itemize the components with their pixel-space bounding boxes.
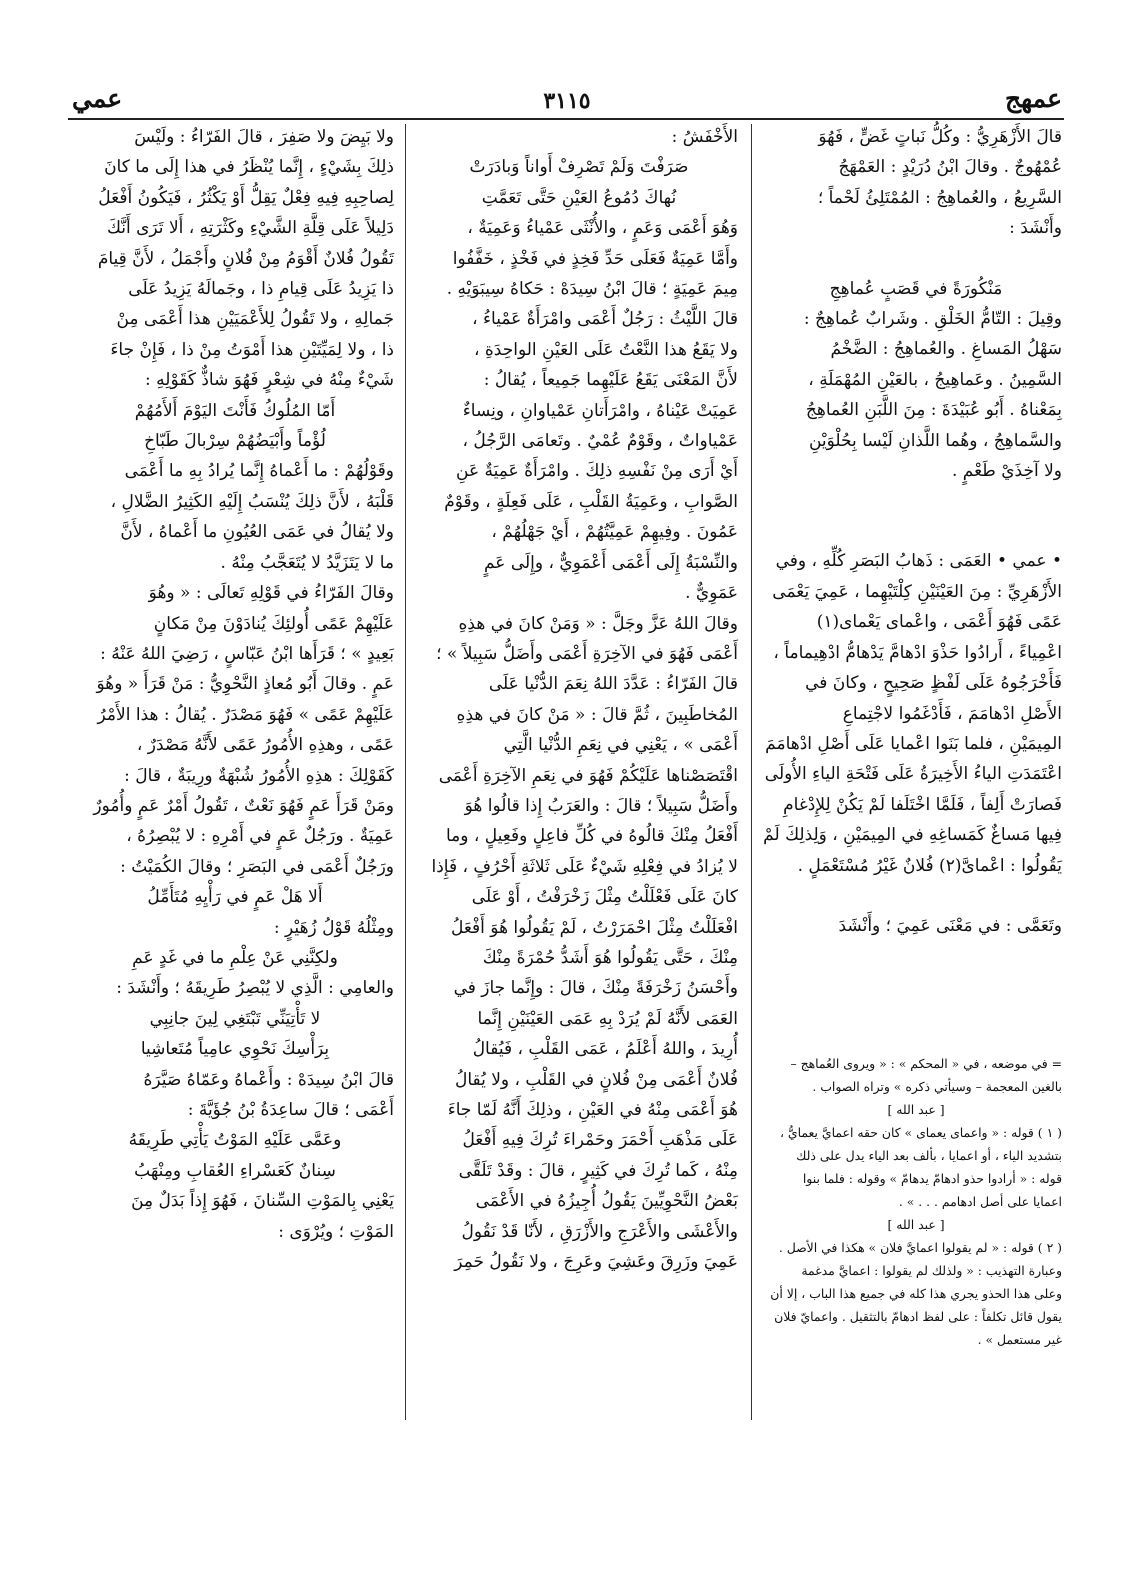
text-line: • عمي • العَمَى : ذَهابُ البَصَرِ كُلِّهِ ، وفي xyxy=(775,551,1062,572)
text-line: تَقُولُ فُلانٌ أَقْوَمُ مِنْ فُلانٍ وأَجْمَلُ ، لأَنَّ قِيامَ xyxy=(97,248,394,269)
text-line: فَصارَتْ أَلِفاً ، فَلَمَّا اخْتَلَفا لَمْ يَكُنْ لِلإِدْغامِ xyxy=(783,794,1062,815)
blank-line xyxy=(770,244,1062,274)
text-line: لا تَأْتِيَنِّي تَبْتَغِي لِينَ جانِبِي xyxy=(149,1008,321,1029)
text-line: بِمَعْناهُ . أَبُو عُبَيْدَةَ : مِنَ اللَّبَنِ العُماهِجُ xyxy=(805,400,1062,421)
text-line: السَّرِيعُ ، والعُماهِجُ : المُمْتَلِئُ لَحْماً ؛ xyxy=(817,187,1062,208)
blank-line xyxy=(770,881,1062,911)
text-line: المَوْتِ ؛ ويُرْوَى : xyxy=(278,1221,394,1242)
text-line: وأَنْشَدَ : xyxy=(1009,218,1062,239)
text-line: عَلَى مَذْهَبِ أَحْمَرَ وحَمْراءَ تُرِكَ فِيهِ أَفْعَلُ xyxy=(462,1130,738,1151)
text-line: يَعْنِي بِالمَوْتِ السِّنانَ ، فَهُوَ إِذاً بَدَلٌ مِنَ xyxy=(131,1191,394,1212)
text-line: فَأَخْرَجُوهُ عَلَى لَفْظٍ صَحِيحٍ ، وكانَ في xyxy=(805,673,1062,694)
footnotes xyxy=(770,1052,1062,1432)
text-line: أَيْ أَرَى مِنْ نَفْسِهِ ذلِكَ . وامْرَأَةٌ عَمِيَةٌ عَنِ xyxy=(456,461,738,482)
footnote-2: ( ٢ ) قوله : « لم يقولوا اعمايَّ فلان » هكذا في الأصل . وعبارة التهذيب : « ولذلك لم يقولوا : اعمايَّ مدغمة وعلى هذا الحذو يجري هذا كله في جميع هذا الباب ، إلا أن يقول قائل تكلفاً : على لفظ ادهامّ بالتثقيل . واعمايّ فلان غير مستعمل » . xyxy=(770,1240,1062,1347)
text-line: عَمًى ، وهذِهِ الأُمُورُ عَمًى لأَنَّهُ مَصْدَرٌ ، xyxy=(136,735,394,756)
text-line: ومَنْ قَرَأَ عَمٍ فَهُوَ نَعْتٌ ، تَقُولُ أَمْرٌ عَمٍ وأُمُورٌ xyxy=(93,795,394,816)
text-line: مَنْكُورَةً في قَصَبٍ عُماهِجِ xyxy=(829,278,1003,299)
footnote-signature: [ عبد الله ] xyxy=(887,1217,945,1232)
text-line: وأَضَلُّ سَبِيلاً ؛ قالَ : والعَرَبُ إِذا قالُوا هُوَ xyxy=(464,795,738,816)
middle-column xyxy=(420,122,738,1542)
text-line: ولا بَيِضَ ولا صَفِرَ ، قالَ الفَرّاءُ : ولَيْسَ xyxy=(134,127,394,147)
text-line: أُرِيدَ ، واللهُ أَعْلَمُ ، عَمَى القَلْبِ ، فَيُقالُ xyxy=(472,1039,738,1060)
blank-line xyxy=(770,486,1062,516)
text-line: والنِّسْبَةُ إِلَى أَعْمَى أَعْمَوِيٌّ ، وإِلَى عَمٍ xyxy=(483,552,738,573)
text-line: المُخاطَبِينَ ، ثُمَّ قالَ : « مَنْ كانَ في هذِهِ xyxy=(456,704,738,725)
text-line: الأَصْلِ ادْهامَمَ ، فَأَدْغَمُوا لاجْتِماعِ xyxy=(842,703,1062,724)
text-line: أَعْمَى » ، يَعْنِي في نِعَمِ الدُّنْيا الَّتِي xyxy=(503,735,738,756)
text-line: وأَمَّا عَمِيَةٌ فَعَلَى حَدِّ فَخِذٍ في فَخْذٍ ، خَفَّفُوا xyxy=(452,248,738,269)
text-line: عَمَوِيٌّ . xyxy=(685,583,738,604)
text-line: صَرَفْتَ وَلَمْ تَصْرِفْ أَواناً وَبادَرَتْ xyxy=(469,157,689,178)
footnote-1: ( ١ ) قوله : « واعماى يعماى » كان حقه اعمايَّ يعمايُّ ، بتشديد الياء ، أو اعمايا ، بألف بعد الياء يدل على ذلك قوله : « أرادوا حذو ادهامّ يدهامّ » وقوله : فلما بنوا اعمايا على أصل ادهامم . . . » . xyxy=(779,1125,1062,1209)
text-line: أَلا هَلْ عَمٍ في رَأْيِهِ مُتَأَمِّلُ xyxy=(147,887,323,908)
text-line: وتَعَمَّى : في مَعْنَى عَمِيَ ؛ وأَنْشَدَ xyxy=(838,915,1062,936)
text-line: عَلَيْهِمْ عَمًى » فَهُوَ مَصْدَرٌ . يُقالُ : هذا الأَمْرُ xyxy=(97,704,394,725)
text-line: أَعْمَى فَهُوَ في الآخِرَةِ أَعْمَى وأَضَلُّ سَبِيلاً » ؛ xyxy=(436,643,738,664)
text-line: بَعْضُ النَّحْوِيِّينَ يَقُولُ أُجِيزُهُ في الأَعْمَى xyxy=(475,1191,738,1212)
text-line: ما لا يَتَزَيَّدُ لا يُتَعَجَّبُ مِنْهُ . xyxy=(220,552,394,573)
text-line: هُوَ أَعْمَى مِنْهُ في العَيْنِ ، وذلِكَ أَنَّهُ لَمّا جاءَ xyxy=(447,1100,738,1120)
text-line: وعَمَّى عَلَيْهِ المَوْتُ يَأْتِي طَرِيقَهُ xyxy=(128,1130,342,1151)
text-line: اقْتَصَصْناها عَلَيْكُمْ فَهُوَ في نِعَمِ الآخِرَةِ أَعْمَى xyxy=(438,765,738,786)
header-rule xyxy=(68,118,1064,120)
text-line: العَمَى لأَنَّهُ لَمْ يُرَدْ بِهِ عَمَى العَيْنَيْنِ إِنَّما xyxy=(477,1008,738,1029)
text-line: قالَ اللَّيْثُ : رَجُلٌ أَعْمَى وامْرَأَةٌ عَمْياءُ ، xyxy=(472,309,738,330)
text-line: السَّمِينُ . وعَماهِيجُ ، بالعَيْنِ المُهْمَلَةِ ، xyxy=(808,369,1062,390)
text-line: نُهاكَ دُمُوعُ العَيْنِ حَتَّى تَعَمَّتِ xyxy=(481,187,677,208)
text-line: عَمِيَ وزَرِقَ وعَشِيَ وعَرِجَ ، ولا نَقُولُ حَمِرَ xyxy=(454,1252,738,1273)
text-line: لا يُزادُ في فِعْلِهِ شَيْءٌ عَلَى ثَلاثَةِ أَحْرُفٍ ، فَإِذا xyxy=(431,856,738,877)
text-line: ولا يَقَعُ هذا النَّعْتُ عَلَى العَيْنِ الواحِدَةِ ، xyxy=(474,339,738,360)
text-line: قَلْبَهُ ، لأَنَّ ذلِكَ يُنْسَبُ إِلَيْهِ الكَثِيرُ الضَّلالِ ، xyxy=(110,491,394,512)
text-line: بَعِيدٍ » ؛ قَرَأَها ابْنُ عَبّاسٍ ، رَضِيَ اللهُ عَنْهُ : xyxy=(100,643,394,664)
text-line: قالَ الأَزْهَرِيُّ : وكُلُّ نَباتٍ غَضٍّ ، فَهُوَ xyxy=(818,127,1062,147)
text-line: أَفْعَلُ مِنْكَ قالُوهُ في كُلِّ فاعِلٍ وفَعِيلٍ ، وما xyxy=(445,826,738,847)
column-separator xyxy=(751,124,752,1420)
text-line: كانَ عَلَى فَعْلَلْتُ مِثْلَ زَخْرَفْتُ ، أَوْ عَلَى xyxy=(471,887,738,908)
text-line: والسَّماهِجُ ، وهُما اللَّذانِ لَيْسا بِحُلْوَيْنِ xyxy=(808,430,1062,451)
text-line: قالَ الفَرّاءُ : عَدَّدَ اللهُ نِعَمَ الدُّنْيا عَلَى xyxy=(488,674,738,695)
text-line: ولكِنَّنِي عَنْ عِلْمِ ما في غَدٍ عَمِ xyxy=(132,947,338,968)
footnote-continuation: = في موضعه ، في « المحكم » : « ويروى العُماهج – بالغين المعجمة – وسيأتي ذكره » وتراه الصواب . xyxy=(790,1056,1062,1094)
text-line: والأَعْشَى والأَعْرَجِ والأَزْرَقِ ، لأَنّا قَدْ نَقُولُ xyxy=(461,1221,738,1242)
text-line: سِنانٌ كَعَسْراءِ العُقابِ ومِنْهَبُ xyxy=(134,1160,336,1181)
text-line: اعْتَمَدَتِ الياءُ الأَخِيرَةُ عَلَى فَتْحَةِ الياءِ الأُولَى xyxy=(764,764,1062,785)
text-line: لِصاحِبِهِ فِيهِ فِعْلٌ يَقِلُّ أَوْ يَكْثُرُ ، فَيَكُونُ أَفْعَلُ xyxy=(98,187,394,208)
text-line: قالَ ابْنُ سِيدَهْ : وأَعْماهُ وعَمّاهُ صَيَّرَهُ xyxy=(143,1069,394,1090)
text-line: ذا ، ولا لِمَيِّتَيْنِ هذا أَمْوَتُ مِنْ ذا ، فَإِنْ جاءَ xyxy=(110,339,394,360)
text-line: فُلانٌ أَعْمَى مِنْ فُلانٍ في القَلْبِ ، ولا يُقالُ xyxy=(454,1069,738,1090)
text-line: دَلِيلاً عَلَى قِلَّةِ الشَّيْءِ وكَثْرَتِهِ ، أَلا تَرَى أَنَّكَ xyxy=(106,218,394,239)
text-line: سَهْلُ المَساغِ . والعُماهِجُ : الضَّخْمُ xyxy=(830,339,1062,360)
text-line: الأَزْهَرِيِّ : مِنَ العَيْنَيْنِ كِلْتَيْهِما ، عَمِيَ يَعْمَى xyxy=(772,581,1062,602)
text-line: شَيْءٌ مِنْهُ في شِعْرٍ فَهُوَ شاذٌّ كَقَوْلِهِ : xyxy=(145,370,394,391)
text-line: عَمِيَتْ عَيْناهُ ، وامْرَأَتانِ عَمْياوانِ ، ونِساءٌ xyxy=(462,400,738,421)
text-line: لُؤْماً وأَبْيَضُهُمْ سِرْبالَ طَبّاخِ xyxy=(144,431,326,452)
text-line: يَقُولُوا : اعْماىَّ(٢) فُلانٌ غَيْرُ مُسْتَعْمَلٍ . xyxy=(797,855,1062,876)
text-line: أَمّا المُلُوكُ فَأَنْتَ اليَوْمَ أَلأَمُهُمْ xyxy=(134,400,336,421)
text-line: مِنْكَ ، حَتَّى يَقُولُوا هُوَ أَشَدُّ حُمْرَةً مِنْكَ xyxy=(482,947,738,968)
text-line: عَمٍ . وقالَ أَبُو مُعاذٍ النَّحْوِيُّ : مَنْ قَرَأَ « وهُوَ xyxy=(96,674,394,695)
left-column xyxy=(76,122,394,1542)
text-line: ولا آخِذَيْ طَعْمٍ . xyxy=(951,461,1062,482)
text-line: فِيها مَساغٌ كَمَساغِهِ في المِيمَيْنِ ، وَلِذلِكَ لَمْ xyxy=(763,825,1062,846)
text-line: جَمالِهِ ، ولا تَقُولُ لِلأَعْمَيَيْنِ هذا أَعْمَى مِنْ xyxy=(116,309,394,330)
text-line: الأَخْفَشُ : xyxy=(671,127,738,147)
text-line: أَعْمَى ؛ قالَ ساعِدَةُ بْنُ جُؤَيَّةَ : xyxy=(187,1100,394,1120)
text-line: وقالَ اللهُ عَزَّ وجَلَّ : « وَمَنْ كانَ في هذِهِ xyxy=(458,613,738,634)
page-number: ٣١١٥ xyxy=(543,88,591,114)
text-line: وقالَ الفَرّاءُ في قَوْلِهِ تَعالَى : « وهُوَ xyxy=(148,583,394,604)
text-line: عَلَيْهِمْ عَمًى أُولئِكَ يُنادَوْنَ مِنْ مَكانٍ xyxy=(153,613,394,634)
text-line: وَهُوَ أَعْمَى وَعَمٍ ، والأُنْثَى عَمْياءُ وَعَمِيَةٌ ، xyxy=(467,218,738,239)
text-line: افْعَلَلْتُ مِثْلَ احْمَرَرْتُ ، لَمْ يَقُولُوا هُوَ أَفْعَلُ xyxy=(450,917,738,938)
text-line: والعامِي : الَّذِي لا يُبْصِرُ طَرِيقَهُ ؛ وأَنْشَدَ : xyxy=(116,978,394,999)
text-line: ورَجُلٌ أَعْمَى في البَصَرِ ؛ وقالَ الكُمَيْتُ : xyxy=(120,856,394,877)
text-line: وقِيلَ : التّامُّ الخَلْقِ . وشَرابٌ عُماهِجٌ : xyxy=(803,309,1062,330)
column-separator xyxy=(405,124,406,1420)
text-line: عَمِيَةٌ . ورَجُلٌ عَمٍ في أَمْرِهِ : لا يُبْصِرُهُ ، xyxy=(126,826,394,847)
text-line: ومِثْلُهُ قَوْلُ زُهَيْرٍ : xyxy=(273,917,394,938)
text-line: المِيمَيْنِ ، فلما بَنَوا اعْمايا عَلَى أَصْلِ ادْهامَمَ xyxy=(765,733,1062,754)
blank-line xyxy=(770,516,1062,546)
text-line: عَمُونَ . وفِيهِمْ عَمِيَّتُهُمْ ، أَيْ جَهْلُهُمْ ، xyxy=(491,522,738,543)
text-line: عَمْياواتٌ ، وقَوْمٌ عُمْيٌ . وتَعامَى الرَّجُلُ ، xyxy=(462,431,738,452)
text-line: وقَوْلُهُمْ : ما أَعْماهُ إِنَّما يُرادُ بِهِ ما أَعْمَى xyxy=(124,461,394,482)
text-line: عَمًى فَهُوَ أَعْمَى ، واعْماى يَعْماى(١) xyxy=(816,612,1062,633)
text-line: ذا يَزِيدُ عَلَى قِيامِ ذا ، وجَمالَهُ يَزِيدُ عَلَى xyxy=(128,279,394,300)
text-line: وأَحْسَنُ زَخْرَفَةً مِنْكَ ، قالَ : وإِنَّما جازَ في xyxy=(453,978,738,999)
text-line: لأَنَّ المَعْنَى يَقَعُ عَلَيْهِما جَمِيعاً ، يُقالُ : xyxy=(483,370,738,391)
text-line: عُمْهُوجٌ . وقالَ ابْنُ دُرَيْدٍ : العَمْهَجُ xyxy=(838,157,1062,178)
running-head-left: عمي xyxy=(72,84,123,113)
text-line: الصَّوابِ ، وعَمِيَةُ القَلْبِ ، عَلَى فَعِلَةٍ ، وقَوْمٌ xyxy=(444,491,738,512)
text-line: اعْمِياءً ، أَرادُوا حَذْوَ ادْهامَّ يَدْهامُّ ادْهِيماماً ، xyxy=(773,642,1062,663)
text-line: كَقَوْلِكَ : هذِهِ الأُمُورُ شُبْهَةٌ ورِيبَةٌ ، قالَ : xyxy=(124,765,394,786)
running-head-right: عمهج xyxy=(1004,84,1062,113)
text-line: مِيمَ عَمِيَةٍ ؛ قالَ ابْنُ سِيدَهْ : حَكاهُ سِيبَوَيْهِ . xyxy=(446,279,738,300)
text-line: ولا يُقالُ في عَمَى العُيُونِ ما أَعْماهُ ، لأَنَّ xyxy=(120,522,394,543)
text-line: مِنْهُ ، كَما تُرِكَ في كَثِيرٍ ، قالَ : وقَدْ تَلَقَّى xyxy=(458,1160,738,1181)
text-line: ذلِكَ بِشَيْءٍ ، إِنَّما يُنْظَرُ في هذا إِلَى ما كانَ xyxy=(104,157,394,178)
text-line: بِرَأْسِكَ نَحْوِي عامِياً مُتَعاشِيا xyxy=(140,1039,330,1060)
right-column xyxy=(763,122,1062,936)
footnote-signature: [ عبد الله ] xyxy=(887,1102,945,1117)
